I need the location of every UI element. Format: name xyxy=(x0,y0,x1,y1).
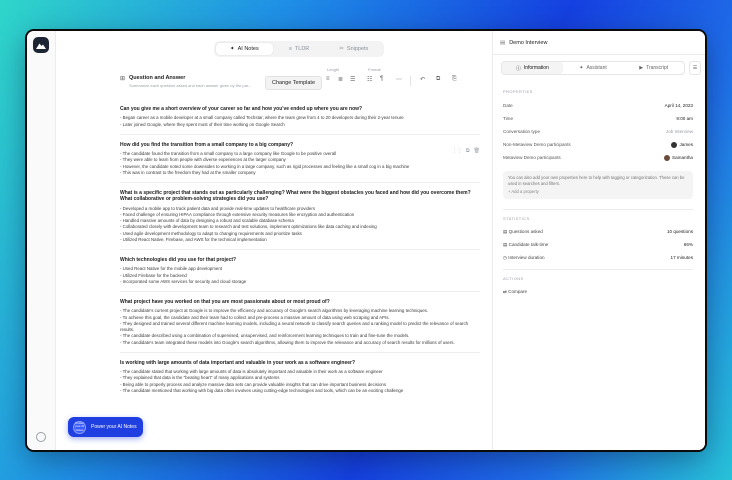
divider xyxy=(503,209,693,210)
grid-icon: ⊞ xyxy=(120,76,126,82)
answer-line: - Collaborated closely with development team to research and test solutions, implement optimizations like data caching and indexing xyxy=(120,224,377,230)
answer-line: - Handled massive amounts of data by designing a robust and scalable database schema xyxy=(120,218,294,224)
answer-line: - Began career as a mobile developer at a small company called Techstar, where the team grew from 4 to 20 developers during their 2-year tenure xyxy=(120,115,404,121)
answer-line: - The candidate found the transition from a small company to a large company like Google to be positive overall xyxy=(120,151,337,157)
question-text: What project have you worked on that you are most passionate about or most proud of? xyxy=(120,299,330,306)
answer-line: - The candidate stated that working with large amounts of data is absolutely important and valuable in their work as a software engineer xyxy=(120,369,383,375)
stat-questions-asked: ▤ Questions asked 10 questions xyxy=(503,229,693,234)
app-window xyxy=(27,31,705,450)
statistics-heading: STATISTICS xyxy=(503,216,530,221)
tab-assistant[interactable]: ✦ Assistant xyxy=(579,65,607,71)
divider xyxy=(120,291,480,292)
answer-line: - Being able to properly process and analyze massive data sets can provide valuable insights that can drive important business decisions xyxy=(120,381,387,387)
change-template-button[interactable]: Change Template xyxy=(265,76,322,90)
drag-handle-icon[interactable]: ⋮⋮ xyxy=(451,147,462,154)
length-long-icon[interactable]: ☰ xyxy=(350,77,356,83)
trash-icon[interactable]: 🗑 xyxy=(473,147,480,154)
format-paragraph-icon[interactable]: ¶ xyxy=(380,76,384,82)
answer-line: - This was in contrast to the freedom they had at the smaller company xyxy=(120,169,256,175)
length-medium-icon[interactable]: ≣ xyxy=(338,77,344,83)
question-text: Can you give me a short overview of your career so far and how you've ended up where you are now? xyxy=(120,106,363,112)
compare-icon: ⇄ xyxy=(503,289,509,294)
property-metaview-participants: Metaview Demo participants Samantha xyxy=(503,155,693,161)
info-icon: ⓘ xyxy=(515,65,521,72)
copy-icon[interactable]: ⧉ xyxy=(465,147,470,154)
qa-item xyxy=(120,299,480,353)
power-ai-notes-button[interactable] xyxy=(68,417,143,437)
details-sidebar xyxy=(492,31,705,450)
toolbar-divider xyxy=(410,76,411,86)
format-bullets-icon[interactable]: ☷ xyxy=(367,77,373,83)
divider xyxy=(120,249,480,250)
stat-candidate-talk-time: ▤ Candidate talk-time 66% xyxy=(503,242,693,247)
divider xyxy=(120,182,480,183)
qa-item xyxy=(120,360,480,394)
properties-heading: PROPERTIES xyxy=(503,89,533,94)
tab-snippets[interactable]: ✂ Snippets xyxy=(339,46,369,52)
notes-tabs xyxy=(214,41,384,57)
item-tools xyxy=(452,148,480,154)
info-text: You can also add your own properties here to help with tagging or categorization. These can be used in searches and filters. xyxy=(508,175,685,186)
compare-action[interactable]: ⇄ Compare xyxy=(503,289,528,294)
scissors-icon: ✂ xyxy=(339,46,344,52)
interview-title: Demo Interview xyxy=(509,39,548,46)
answer-line: - They explained that data is the "beating heart" of many applications and systems xyxy=(120,375,280,381)
clock-icon: ◷ xyxy=(503,255,509,260)
menu-icon: ☰ xyxy=(692,65,698,71)
answer-line: - Used React Native for the mobile app development xyxy=(120,266,223,272)
lines-icon: ≡ xyxy=(288,46,292,52)
answer-line: - Incorporated some AWS services for security and cloud storage xyxy=(120,278,247,284)
sparkle-icon: ✦ xyxy=(579,65,584,71)
actions-heading: ACTIONS xyxy=(503,276,524,281)
copy-icon[interactable]: ⧉ xyxy=(436,76,441,82)
answer-line: - They designed and trained several different machine learning models, including a neural network to classify search queries and a ranking model to predict the relevance of search results. xyxy=(120,320,469,333)
undo-icon[interactable]: ↶ xyxy=(420,77,426,83)
qa-item xyxy=(120,257,480,292)
chart-icon: ▤ xyxy=(503,242,509,247)
template-subtitle: Summarize each question asked and each answer given by the par... xyxy=(129,83,252,88)
help-icon[interactable] xyxy=(36,432,46,442)
sidebar-header xyxy=(493,31,705,55)
ai-badge-icon: Power your AI Notes xyxy=(74,420,85,432)
fab-label: Power your AI Notes xyxy=(91,424,137,430)
properties-info-box xyxy=(503,171,693,199)
qa-item xyxy=(120,190,480,250)
qa-item xyxy=(120,142,480,183)
sidebar-tabs xyxy=(501,61,685,75)
template-title: Question and Answer xyxy=(129,75,186,81)
length-label: Length xyxy=(327,67,340,72)
more-icon[interactable]: ⋯ xyxy=(396,77,402,83)
answer-line: - However, the candidate noted some downsides to working in a large company, such as rigid processes and feeling like a small cog in a big machine xyxy=(120,163,410,169)
notes-panel xyxy=(56,31,492,450)
answer-line: - The candidate described using a combination of supervised, unsupervised, and reinforcement learning techniques to train and fine-tune the models. xyxy=(120,333,410,339)
avatar xyxy=(664,155,670,161)
template-toolbar xyxy=(120,67,480,94)
share-icon[interactable]: ⎘ xyxy=(452,76,457,82)
left-rail xyxy=(27,31,56,450)
play-icon: ▶ xyxy=(639,65,644,71)
answer-line: - Later joined Google, where they spent most of their time working on Google Search xyxy=(120,121,285,127)
format-label: Format xyxy=(368,67,381,72)
divider xyxy=(120,134,480,135)
answer-line: - Used agile development methodology to adapt to changing requirements and prioritize tasks xyxy=(120,230,302,236)
tab-information[interactable]: ⓘ Information xyxy=(502,62,563,74)
question-text: Is working with large amounts of data important and valuable in your work as a software engineer? xyxy=(120,359,356,366)
property-non-metaview-participants: Non-Metaview Demo participants James xyxy=(503,142,693,148)
sidebar-menu-button[interactable] xyxy=(689,61,701,75)
answer-line: - Developed a mobile app to track patient data and provide real-time updates to healthcare providers xyxy=(120,205,316,211)
list-icon: ▤ xyxy=(503,229,509,234)
add-property-button[interactable]: + Add a property xyxy=(508,189,539,195)
property-time: Time 9:00 am xyxy=(503,116,693,121)
stat-interview-duration: ◷ Interview duration 17 minutes xyxy=(503,255,693,260)
answer-line: - Utilized Firebase for the backend xyxy=(120,272,187,278)
qa-item xyxy=(120,106,480,135)
sparkle-icon: ✦ xyxy=(230,46,235,52)
answer-line: - The candidate's team integrated these models into Google's search algorithms, allowing them to improve the relevance and accuracy of search results for millions of users. xyxy=(120,339,455,345)
question-text: What is a specific project that stands out as particularly challenging? What were the biggest obstacles you faced and how did you overcome them? What collaborative or problem-solving strategies did you use? xyxy=(120,190,471,203)
answer-line: - Faced challenge of ensuring HIPAA compliance through extensive security measures like encryption and authentication xyxy=(120,212,355,218)
answer-line: - The candidate mentioned that working with big data often involves using cutting-edge technologies and tools, which can be an exciting challenge xyxy=(120,387,404,393)
divider xyxy=(503,269,693,270)
answer-line: - The candidate's current project at Google is to improve the efficiency and accuracy of Google's search algorithms by leveraging machine learning techniques. xyxy=(120,308,429,314)
divider xyxy=(120,352,480,353)
question-text: Which technologies did you use for that project? xyxy=(120,257,237,264)
question-text: How did you find the transition from a small company to a big company? xyxy=(120,141,294,148)
property-conversation-type: Conversation type Job Interview xyxy=(503,129,693,134)
notes-content xyxy=(120,99,480,394)
answer-line: - They were able to learn from people with diverse experiences at the larger company xyxy=(120,157,286,163)
mountain-icon xyxy=(36,42,46,49)
answer-line: - Utilized React Native, Firebase, and AWS for the technical implementation xyxy=(120,236,267,242)
property-date: Date April 14, 2023 xyxy=(503,103,693,108)
tab-ai-notes[interactable]: ✦ AI Notes xyxy=(216,43,273,55)
tab-tldr[interactable]: ≡ TLDR xyxy=(288,46,310,52)
app-logo[interactable] xyxy=(33,37,49,53)
answer-line: - To achieve this goal, the candidate and their team had to collect and pre-process a massive amount of data using web scraping and APIs. xyxy=(120,314,390,320)
length-short-icon[interactable]: ≡ xyxy=(326,76,330,82)
panel-icon: ▤ xyxy=(500,39,506,46)
tab-transcript[interactable]: ▶ Transcript xyxy=(639,65,669,71)
avatar xyxy=(671,142,677,148)
